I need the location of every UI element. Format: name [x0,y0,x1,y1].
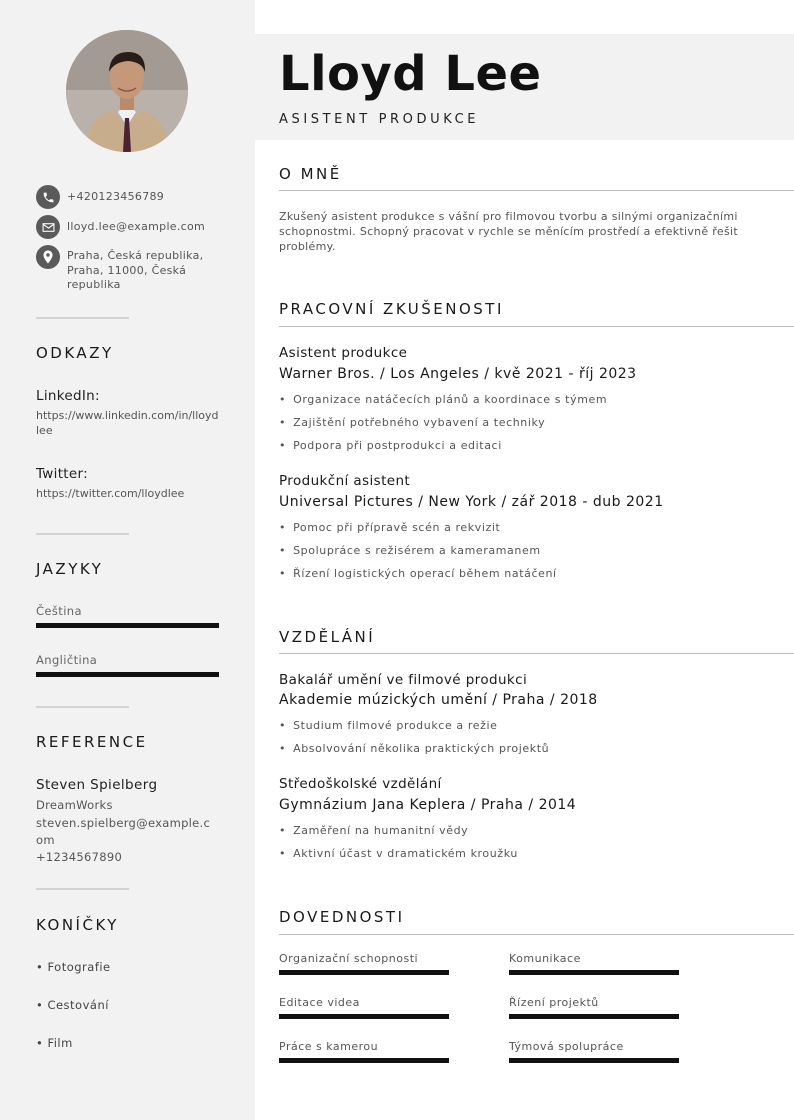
envelope-icon [36,215,60,239]
hobbies-heading: KONÍČKY [36,916,119,934]
reference-name: Steven Spielberg [36,777,158,793]
language-name: Čeština [36,604,82,618]
contact-email [36,215,215,239]
experience-heading: PRACOVNÍ ZKUŠENOSTI [279,300,504,318]
education-meta: Gymnázium Jana Keplera / Praha / 2014 [279,797,577,813]
job-bullet: • Podpora při postprodukci a editaci [279,439,502,452]
contact-address [36,245,207,293]
skill-level-bar [279,970,449,975]
hobby-item: • Fotografie [36,960,111,974]
skill-name: Řízení projektů [509,996,599,1009]
divider [36,533,129,535]
language-level-bar [36,623,219,628]
section-rule [279,653,794,654]
about-text: Zkušený asistent produkce s vášní pro filmovou tvorbu a silnými organizačními schopnostmi. Schopný pracovat v rychle se měnícím prostředí a efektivně řešit problémy. [279,210,738,253]
skill-level-bar [279,1014,449,1019]
divider [36,706,129,708]
linkedin-label: LinkedIn: [36,388,100,404]
skill-level-bar [509,970,679,975]
skill-name: Editace videa [279,996,360,1009]
email-text: lloyd.lee@example.com [67,220,206,233]
education-degree: Bakalář umění ve filmové produkci [279,672,528,688]
job-bullet: • Řízení logistických operací během natáčení [279,567,557,580]
contact-phone [36,185,215,209]
profile-photo [66,30,188,152]
language-name: Angličtina [36,653,98,667]
language-level-bar [36,672,219,677]
twitter-url[interactable]: https://twitter.com/lloydlee [36,487,185,500]
phone-text: +420123456789 [67,190,165,203]
skill-name: Práce s kamerou [279,1040,379,1053]
job-role: Asistent produkce [279,345,408,361]
linkedin-url[interactable]: https://www.linkedin.com/in/lloydlee [36,409,219,437]
job-title: ASISTENT PRODUKCE [279,112,480,127]
skill-level-bar [509,1014,679,1019]
skill-level-bar [509,1058,679,1063]
reference-email: steven.spielberg@example.com [36,816,211,847]
job-role: Produkční asistent [279,473,411,489]
main-content [255,0,794,1120]
phone-icon [36,185,60,209]
reference-company: DreamWorks [36,798,113,812]
links-heading: ODKAZY [36,344,114,362]
address-text: Praha, Česká republika, Praha, 11000, Česká republika [67,249,204,291]
education-bullet: • Aktivní účast v dramatickém kroužku [279,847,518,860]
job-bullet: • Pomoc při přípravě scén a rekvizit [279,521,500,534]
education-degree: Středoškolské vzdělání [279,776,442,792]
reference-heading: REFERENCE [36,733,148,751]
about-heading: O MNĚ [279,165,342,183]
skill-name: Týmová spolupráce [509,1040,624,1053]
divider [36,888,129,890]
skills-heading: DOVEDNOSTI [279,908,405,926]
skill-name: Komunikace [509,952,581,965]
education-heading: VZDĚLÁNÍ [279,628,376,646]
twitter-label: Twitter: [36,466,88,482]
hobby-item: • Cestování [36,998,109,1012]
skill-level-bar [279,1058,449,1063]
education-meta: Akademie múzických umění / Praha / 2018 [279,692,598,708]
education-bullet: • Absolvování několika praktických projektů [279,742,549,755]
location-pin-icon [36,245,60,269]
section-rule [279,190,794,191]
education-bullet: • Studium filmové produkce a režie [279,719,498,732]
reference-phone: +1234567890 [36,850,123,864]
job-bullet: • Organizace natáčecích plánů a koordinace s týmem [279,393,607,406]
section-rule [279,326,794,327]
hobby-item: • Film [36,1036,73,1050]
education-bullet: • Zaměření na humanitní vědy [279,824,468,837]
sidebar [0,0,255,1120]
job-bullet: • Zajištění potřebného vybavení a techniky [279,416,545,429]
job-meta: Warner Bros. / Los Angeles / kvě 2021 - říj 2023 [279,366,637,382]
skill-name: Organizační schopnosti [279,952,419,965]
candidate-name: Lloyd Lee [279,46,542,102]
section-rule [279,934,794,935]
divider [36,317,129,319]
languages-heading: JAZYKY [36,560,104,578]
job-bullet: • Spolupráce s režisérem a kameramanem [279,544,541,557]
job-meta: Universal Pictures / New York / zář 2018 - dub 2021 [279,494,664,510]
